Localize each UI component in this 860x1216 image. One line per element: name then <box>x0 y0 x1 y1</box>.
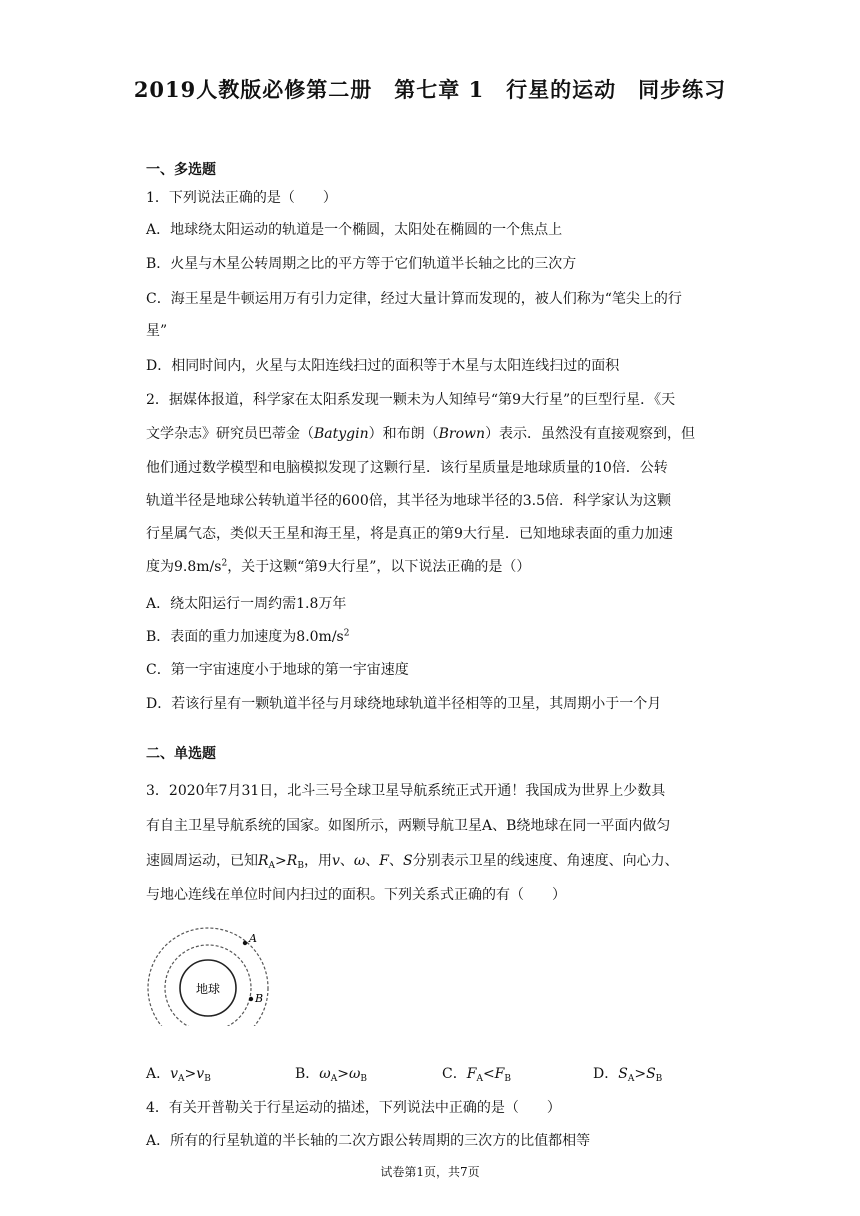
question-3-line-2: 有自主卫星导航系统的国家。如图所示，两颗导航卫星A、B绕地球在同一平面内做匀 <box>146 818 671 834</box>
section-heading-multiple-choice: 一、多选题 <box>146 162 216 178</box>
question-2-option-b: B．表面的重力加速度为$8.0m/s^2$ <box>146 628 350 645</box>
satellite-a-dot <box>243 941 247 945</box>
question-3-option-a: A．$v_A>v_B$ <box>146 1066 211 1084</box>
page-footer: 试卷第1页，共7页 <box>380 1165 480 1179</box>
question-1-option-c-cont: 星” <box>146 323 168 339</box>
satellite-b-label: B <box>255 992 264 1005</box>
document-title: 2019人教版必修第二册 第七章 1 行星的运动 同步练习 <box>133 77 727 102</box>
question-3-option-b: B．$\omega_A>\omega_B$ <box>295 1066 367 1084</box>
question-2-line-5: 行星属气态，类似天王星和海王星，将是真正的第9大行星．已知地球表面的重力加速 <box>146 526 673 542</box>
satellite-b-dot <box>249 997 253 1001</box>
question-1-option-b: B．火星与木星公转周期之比的平方等于它们轨道半长轴之比的三次方 <box>146 256 577 272</box>
question-1-option-c: C．海王星是牛顿运用万有引力定律，经过大量计算而发现的，被人们称为“笔尖上的行 <box>146 291 682 307</box>
question-2-line-2: 文学杂志》研究员巴蒂金（Batygin）和布朗（Brown）表示．虽然没有直接观察到，但 <box>146 426 696 442</box>
section-heading-single-choice: 二、单选题 <box>146 746 216 762</box>
question-3-line-1: 3．2020年7月31日，北斗三号全球卫星导航系统正式开通！我国成为世界上少数具 <box>146 783 666 799</box>
earth-label: 地球 <box>195 982 221 996</box>
question-2-line-6: 度为$9.8m/s^2$，关于这颗“第9大行星”，以下说法正确的是（） <box>146 558 531 575</box>
question-1-option-d: D．相同时间内，火星与太阳连线扫过的面积等于木星与太阳连线扫过的面积 <box>146 358 620 374</box>
question-3-option-c: C．$F_A<F_B$ <box>442 1066 512 1084</box>
satellite-a-label: A <box>249 932 257 945</box>
question-2-option-a: A．绕太阳运行一周约需1.8万年 <box>146 596 347 612</box>
question-2-option-c: C．第一宇宙速度小于地球的第一宇宙速度 <box>146 662 409 678</box>
question-2-line-3: 他们通过数学模型和电脑模拟发现了这颗行星．该行星质量是地球质量的10倍．公转 <box>146 460 668 476</box>
question-2-option-d: D．若该行星有一颗轨道半径与月球绕地球轨道半径相等的卫星，其周期小于一个月 <box>146 696 662 712</box>
question-2-line-1: 2．据媒体报道，科学家在太阳系发现一颗未为人知绰号“第9大行星”的巨型行星．《天 <box>146 392 676 408</box>
question-3-option-d: D．$S_A>S_B$ <box>593 1066 663 1084</box>
question-4-stem: 4．有关开普勒关于行星运动的描述，下列说法中正确的是（ ） <box>146 1100 561 1116</box>
question-3-line-3: 速圆周运动，已知$R_A>R_B$，用v、ω、F、S分别表示卫星的线速度、角速度、向心力、 <box>146 853 679 871</box>
question-2-line-4: 轨道半径是地球公转轨道半径的600倍，其半径为地球半径的3.5倍．科学家认为这颗 <box>146 493 671 509</box>
question-1-option-a: A．地球绕太阳运动的轨道是一个椭圆，太阳处在椭圆的一个焦点上 <box>146 222 563 238</box>
question-3-line-4: 与地心连线在单位时间内扫过的面积。下列关系式正确的有（ ） <box>146 887 566 903</box>
orbit-diagram <box>142 926 274 1026</box>
question-4-option-a: A．所有的行星轨道的半长轴的二次方跟公转周期的三次方的比值都相等 <box>146 1133 591 1149</box>
question-1-stem: 1．下列说法正确的是（ ） <box>146 190 337 206</box>
